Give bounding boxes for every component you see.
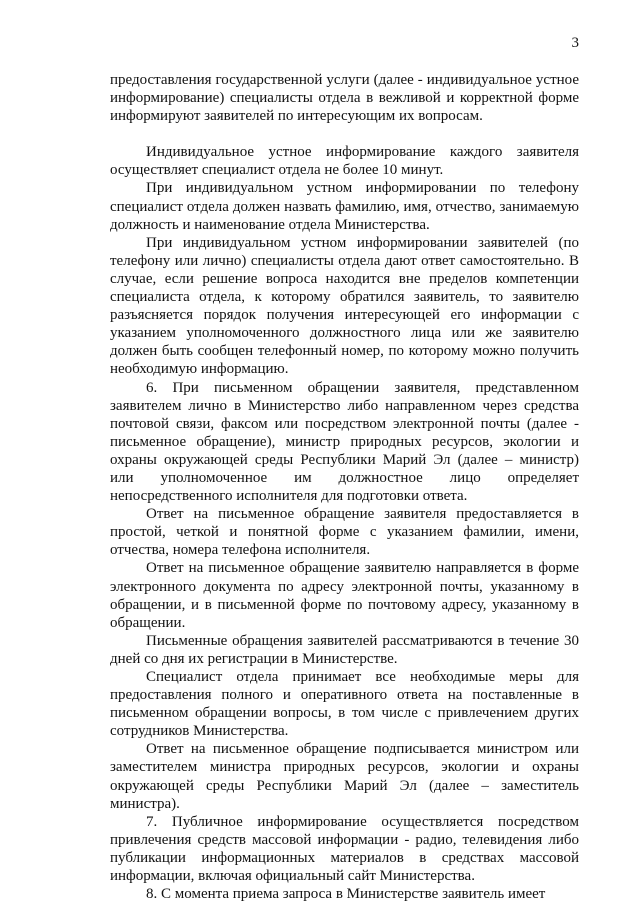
paragraph-independent-answer: При индивидуальном устном информировании заявителей (по телефону или лично) специалисты отдела дают ответ самостоятельно. В случае, если решение вопроса находится вне пределов компетенции специалиста отдела, к которому обратился заявитель, то заявителю разъясняется порядок получения интересующей его информации с указанием уполномоченного должностного лица или же заявителю должен быть сообщен телефонный номер, по которому можно получить необходимую информацию. <box>110 234 579 378</box>
document-body <box>110 71 579 903</box>
paragraph-review-period: Письменные обращения заявителей рассматриваются в течение 30 дней со дня их регистрации в Министерстве. <box>110 632 579 667</box>
paragraph-phone-info: При индивидуальном устном информировании по телефону специалист отдела должен назвать фамилию, имя, отчество, занимаемую должность и наименование отдела Министерства. <box>110 180 579 233</box>
paragraph-answer-form: Ответ на письменное обращение заявителя предоставляется в простой, четкой и понятной форме с указанием фамилии, имени, отчества, номера телефона исполнителя. <box>110 506 579 559</box>
paragraph-signature: Ответ на письменное обращение подписывается министром или заместителем министра природных ресурсов, экологии и охраны окружающей среды Республики Марий Эл (далее – заместитель министра). <box>110 741 579 812</box>
paragraph-item-8: 8. С момента приема запроса в Министерстве заявитель имеет <box>146 886 546 903</box>
paragraph-oral-duration: Индивидуальное устное информирование каждого заявителя осуществляет специалист отдела не более 10 минут. <box>110 144 579 179</box>
paragraph-answer-delivery: Ответ на письменное обращение заявителю направляется в форме электронного документа по адресу электронной почты, указанному в обращении, и в письменной форме по почтовому адресу, указанному в обращении. <box>110 560 579 631</box>
paragraph-continuation: предоставления государственной услуги (далее - индивидуальное устное информирование) специалисты отдела в вежливой и корректной форме информируют заявителей по интересующим их вопросам. <box>110 72 579 125</box>
page-number: 3 <box>571 35 579 51</box>
paragraph-item-6: 6. При письменном обращении заявителя, представленном заявителем лично в Министерство либо направленном через средства почтовой связи, факсом или посредством электронной почты (далее - письменное обращение), министр природных ресурсов, экологии и охраны окружающей среды Республики Марий Эл (далее – министр) или уполномоченное им должностное лицо определяет непосредственного исполнителя для подготовки ответа. <box>110 379 579 505</box>
paragraph-specialist-measures: Специалист отдела принимает все необходимые меры для предоставления полного и оперативного ответа на поставленные в письменном обращении вопросы, в том числе с привлечением других сотрудников Министерства. <box>110 669 579 740</box>
paragraph-item-7: 7. Публичное информирование осуществляется посредством привлечения средств массовой информации - радио, телевидения либо публикации информационных материалов в средствах массовой информации, включая официальный сайт Министерства. <box>110 813 579 885</box>
